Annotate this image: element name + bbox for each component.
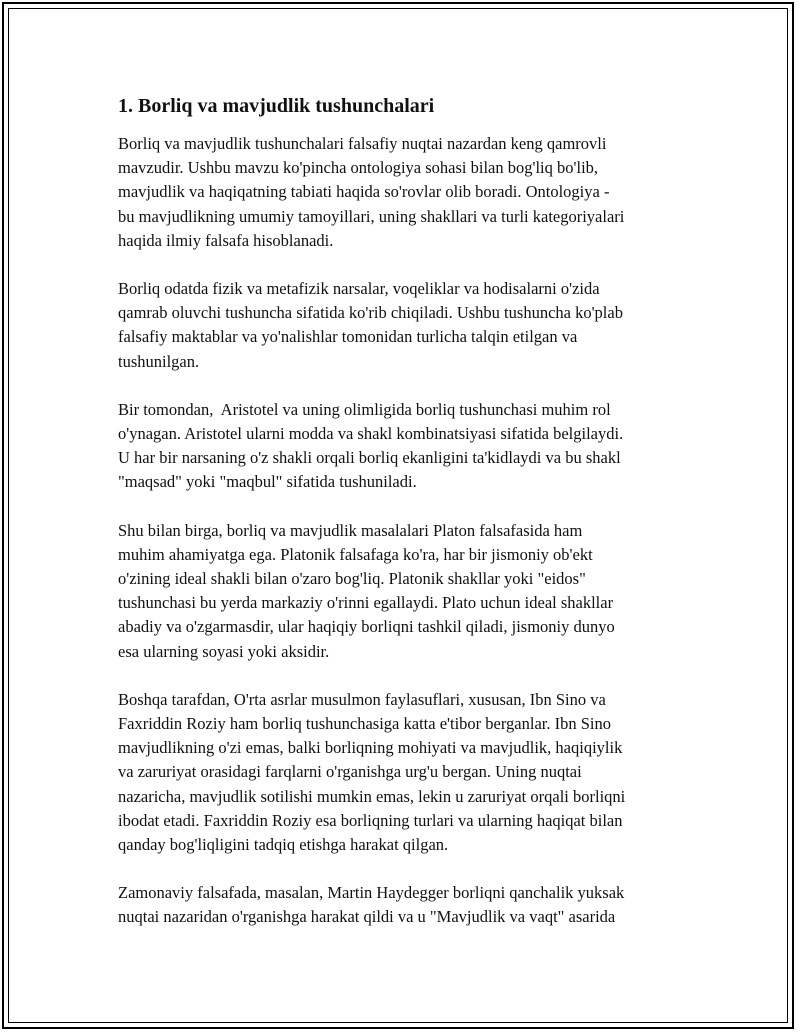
text-line: qanday bog'liqligini tadqiq etishga harakat qilgan. — [118, 835, 449, 855]
text-line: o'zining ideal shakli bilan o'zaro bog'liq. Platonik shakllar yoki "eidos" — [118, 569, 586, 589]
text-line: mavjudlik va haqiqatning tabiati haqida so'rovlar olib boradi. Ontologiya - — [118, 182, 610, 202]
text-line: Shu bilan birga, borliq va mavjudlik masalalari Platon falsafasida ham — [118, 520, 583, 540]
text-line: Borliq va mavjudlik tushunchalari falsafiy nuqtai nazardan keng qamrovli — [118, 134, 607, 153]
text-line: abadiy va o'zgarmasdir, ular haqiqiy borliqni tashkil qiladi, jismoniy dunyo — [118, 617, 615, 637]
section-heading: 1. Borliq va mavjudlik tushunchalari — [118, 95, 435, 117]
text-line: Bir tomondan, Aristotel va uning olimligida borliq tushunchasi muhim rol — [118, 399, 611, 419]
text-line: Boshqa tarafdan, O'rta asrlar musulmon faylasuflari, xususan, Ibn Sino va — [118, 689, 606, 709]
text-line: mavjudlikning o'zi emas, balki borliqning mohiyati va mavjudlik, haqiqiylik — [118, 738, 623, 758]
paragraph-1 — [118, 132, 698, 253]
text-line: muhim ahamiyatga ega. Platonik falsafaga ko'ra, har bir jismoniy ob'ekt — [118, 544, 593, 564]
text-line: va zaruriyat orasidagi farqlarni o'rganishga urg'u bergan. Uning nuqtai — [118, 762, 582, 782]
text-line: nazaricha, mavjudlik sotilishi mumkin emas, lekin u zaruriyat orqali borliqni — [118, 786, 626, 806]
text-line: bu mavjudlikning umumiy tamoyillari, uning shakllari va turli kategoriyalari — [118, 206, 625, 226]
paragraph-3 — [118, 398, 698, 495]
paragraph-5 — [118, 688, 698, 857]
text-line: qamrab oluvchi tushuncha sifatida ko'rib chiqiladi. Ushbu tushuncha ko'plab — [118, 303, 623, 323]
text-line: nuqtai nazaridan o'rganishga harakat qildi va u "Mavjudlik va vaqt" asarida — [118, 907, 616, 927]
text-line: ibodat etadi. Faxriddin Roziy esa borliqning turlari va ularning haqiqat bilan — [118, 810, 623, 830]
text-line: tushunchasi bu yerda markaziy o'rinni egallaydi. Plato uchun ideal shakllar — [118, 593, 614, 613]
paragraph-2 — [118, 277, 698, 374]
text-line: mavzudir. Ushbu mavzu ko'pincha ontologiya sohasi bilan bog'liq bo'lib, — [118, 158, 599, 178]
document-body — [118, 92, 698, 954]
text-line: esa ularning soyasi yoki aksidir. — [118, 641, 330, 661]
text-line: U har bir narsaning o'z shakli orqali borliq ekanligini ta'kidlaydi va bu shakl — [118, 448, 621, 468]
text-line: "maqsad" yoki "maqbul" sifatida tushuniladi. — [118, 472, 417, 492]
text-line: o'ynagan. Aristotel ularni modda va shakl kombinatsiyasi sifatida belgilaydi. — [118, 424, 624, 444]
text-line: Faxriddin Roziy ham borliq tushunchasiga katta e'tibor berganlar. Ibn Sino — [118, 714, 611, 734]
paragraph-6 — [118, 881, 698, 929]
text-line: Borliq odatda fizik va metafizik narsalar, voqeliklar va hodisalarni o'zida — [118, 279, 600, 299]
text-line: Zamonaviy falsafada, masalan, Martin Haydegger borliqni qanchalik yuksak — [118, 883, 625, 903]
text-line: haqida ilmiy falsafa hisoblanadi. — [118, 230, 334, 250]
paragraph-4 — [118, 519, 698, 664]
text-line: tushunilgan. — [118, 351, 200, 371]
text-line: falsafiy maktablar va yo'nalishlar tomonidan turlicha talqin etilgan va — [118, 327, 578, 347]
